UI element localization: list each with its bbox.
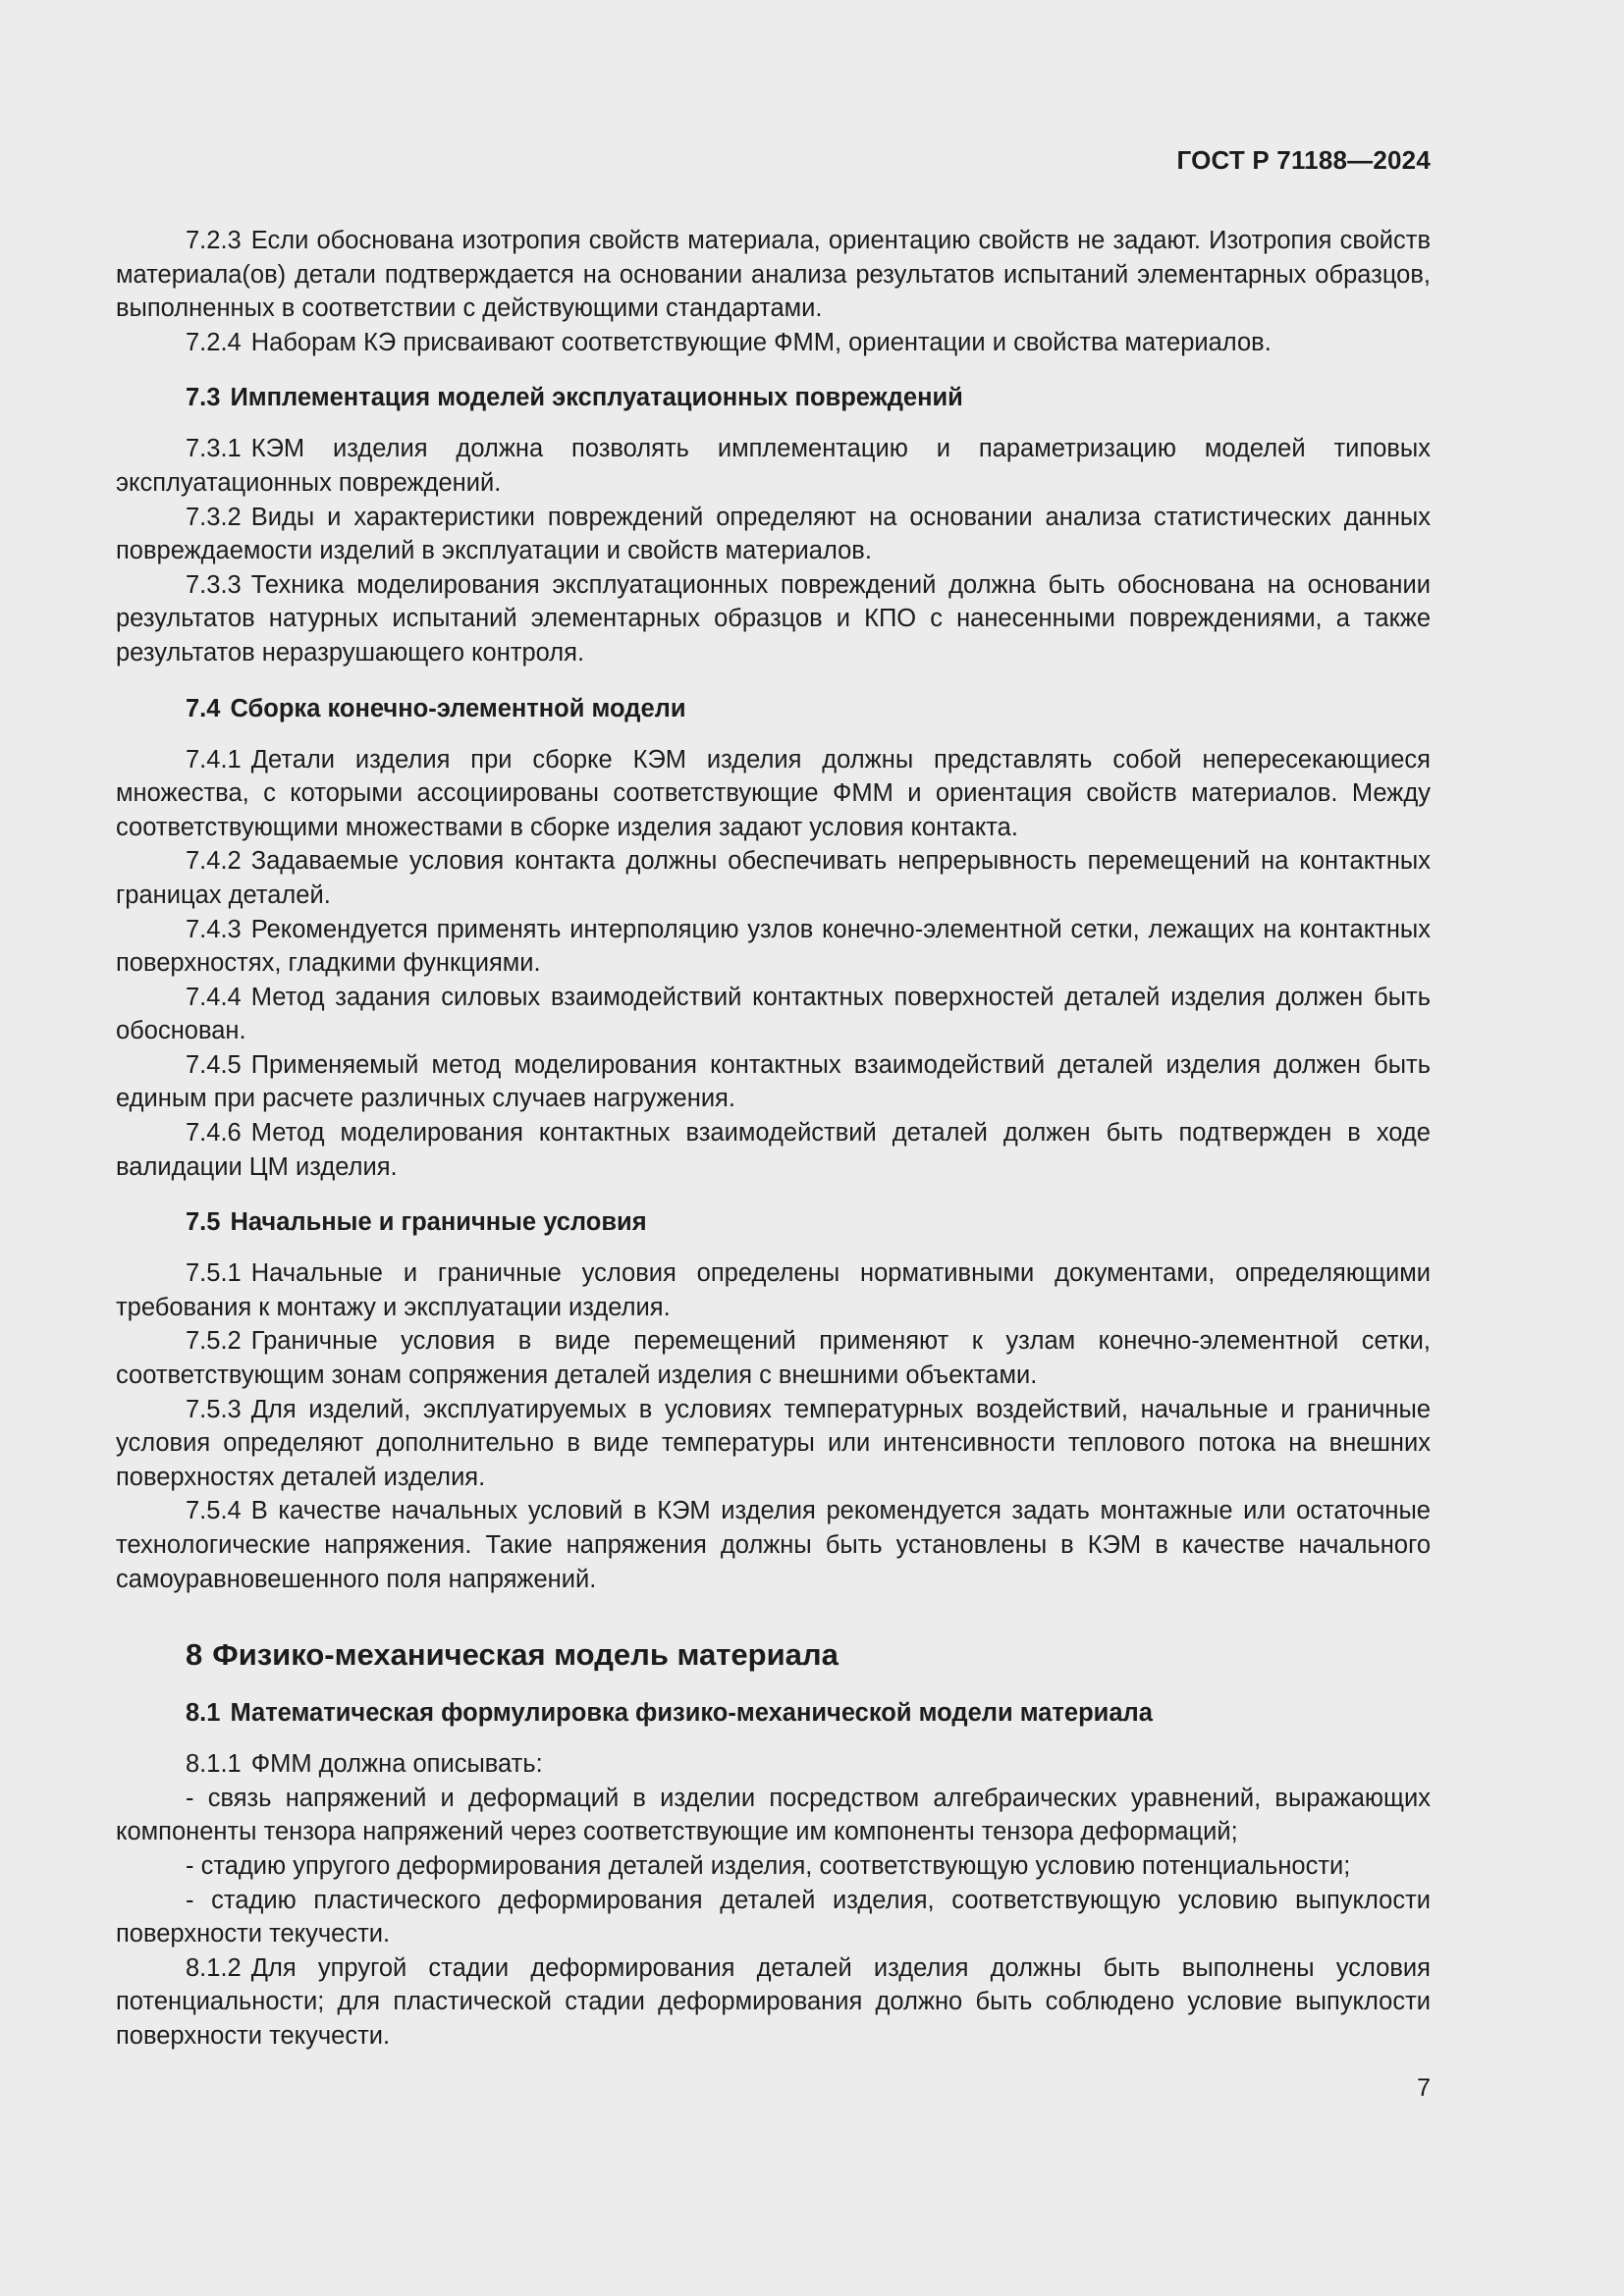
- numbered-paragraph: [116, 743, 1431, 845]
- clause-text: Начальные и граничные условия: [230, 1208, 647, 1237]
- section-heading: [116, 1635, 1431, 1675]
- subsection-heading: [116, 1205, 1431, 1239]
- clause-text: Начальные и граничные условия определены нормативными документами, определяющими требования к монтажу и эксплуатации изделия.: [116, 1259, 1431, 1321]
- clause-text: Виды и характеристики повреждений определяют на основании анализа статистических данных повреждаемости изделий в эксплуатации и свойств материалов.: [116, 503, 1431, 565]
- clause-text: Задаваемые условия контакта должны обеспечивать непрерывность перемещений на контактных границах деталей.: [116, 847, 1431, 909]
- numbered-paragraph: [116, 913, 1431, 981]
- clause-text: Математическая формулировка физико-механической модели материала: [230, 1699, 1153, 1728]
- numbered-paragraph: [116, 1494, 1431, 1596]
- clause-number: 8.1.2: [186, 1953, 242, 1982]
- clause-number: 7.3.2: [186, 503, 242, 531]
- numbered-paragraph: [116, 224, 1431, 326]
- clause-text: Метод моделирования контактных взаимодействий деталей должен быть подтвержден в ходе валидации ЦМ изделия.: [116, 1119, 1431, 1181]
- list-item: [116, 1849, 1431, 1884]
- clause-number: 8.1: [186, 1699, 221, 1728]
- clause-text: Для изделий, эксплуатируемых в условиях температурных воздействий, начальные и граничные условия определяют дополнительно в виде температуры или интенсивности теплового потока на внешних поверхностях деталей изделия.: [116, 1395, 1431, 1491]
- clause-text: Техника моделирования эксплуатационных повреждений должна быть обоснована на основании результатов натурных испытаний элементарных образцов и КПО с нанесенными повреждениями, а также результатов неразрушающего контроля.: [116, 570, 1431, 667]
- clause-number: 7.4.1: [186, 745, 242, 774]
- clause-number: 7.4.2: [186, 847, 242, 876]
- clause-text: Если обоснована изотропия свойств материала, ориентацию свойств не задают. Изотропия свойств материала(ов) детали подтверждается на основании анализа результатов испытаний элементарных образцов, выполненных в соответствии с действующими стандартами.: [116, 227, 1431, 323]
- clause-text: - стадию упругого деформирования деталей изделия, соответствующую условию потенциальности;: [186, 1851, 1351, 1880]
- clause-number: 7.5.3: [186, 1395, 242, 1423]
- numbered-paragraph: [116, 1747, 1431, 1782]
- document-page: [116, 0, 1431, 2296]
- subsection-heading: [116, 381, 1431, 414]
- clause-number: 7.4.5: [186, 1050, 242, 1079]
- list-item: [116, 1884, 1431, 1951]
- clause-text: Метод задания силовых взаимодействий контактных поверхностей деталей изделия должен быть обоснован.: [116, 983, 1431, 1045]
- clause-text: - стадию пластического деформирования деталей изделия, соответствующую условию выпуклости поверхности текучести.: [116, 1886, 1431, 1949]
- clause-text: Имплементация моделей эксплуатационных повреждений: [230, 384, 963, 412]
- list-item: [116, 1782, 1431, 1849]
- clause-number: 8: [186, 1637, 203, 1673]
- numbered-paragraph: [116, 1048, 1431, 1116]
- clause-number: 7.4.6: [186, 1119, 242, 1148]
- numbered-paragraph: [116, 501, 1431, 568]
- clause-number: 7.3.1: [186, 435, 242, 463]
- subsection-heading: [116, 692, 1431, 725]
- numbered-paragraph: [116, 326, 1431, 360]
- clause-text: - связь напряжений и деформаций в изделии посредством алгебраических уравнений, выражающих компоненты тензора напряжений через соответствующие им компоненты тензора деформаций;: [116, 1784, 1431, 1846]
- clause-text: Наборам КЭ присваивают соответствующие ФММ, ориентации и свойства материалов.: [250, 328, 1272, 356]
- numbered-paragraph: [116, 844, 1431, 912]
- clause-number: 7.5.1: [186, 1259, 242, 1288]
- clause-number: 7.5: [186, 1208, 221, 1237]
- clause-number: 7.2.3: [186, 227, 242, 254]
- clause-text: Применяемый метод моделирования контактных взаимодействий деталей изделия должен быть единым при расчете различных случаев нагружения.: [116, 1050, 1431, 1113]
- page-number: 7: [1417, 2074, 1431, 2102]
- clause-text: ФММ должна описывать:: [250, 1750, 543, 1779]
- clause-text: Сборка конечно-элементной модели: [230, 694, 686, 722]
- clause-number: 7.3: [186, 384, 221, 412]
- clause-text: Для упругой стадии деформирования деталей изделия должны быть выполнены условия потенциальности; для пластической стадии деформирования должно быть соблюдено условие выпуклости поверхности текучести.: [116, 1953, 1431, 2050]
- clause-text: Граничные условия в виде перемещений применяют к узлам конечно-элементной сетки, соответствующим зонам сопряжения деталей изделия с внешними объектами.: [116, 1327, 1431, 1390]
- clause-number: 7.4: [186, 694, 221, 722]
- clause-text: Физико-механическая модель материала: [212, 1637, 839, 1673]
- clause-text: Детали изделия при сборке КЭМ изделия должны представлять собой непересекающиеся множества, с которыми ассоциированы соответствующие ФММ и ориентация свойств материалов. Между соответствующими множествами в сборке изделия задают условия контакта.: [116, 745, 1431, 841]
- clause-number: 8.1.1: [186, 1750, 242, 1779]
- clause-text: КЭМ изделия должна позволять имплементацию и параметризацию моделей типовых эксплуатационных повреждений.: [116, 435, 1431, 497]
- numbered-paragraph: [116, 568, 1431, 670]
- numbered-paragraph: [116, 1324, 1431, 1392]
- clause-number: 7.4.4: [186, 983, 242, 1011]
- numbered-paragraph: [116, 1393, 1431, 1495]
- numbered-paragraph: [116, 1951, 1431, 2054]
- numbered-paragraph: [116, 1116, 1431, 1184]
- clause-number: 7.2.4: [186, 328, 242, 356]
- document-body: [116, 224, 1431, 2054]
- clause-number: 7.5.2: [186, 1327, 242, 1356]
- clause-number: 7.3.3: [186, 570, 242, 599]
- numbered-paragraph: [116, 432, 1431, 500]
- subsection-heading: [116, 1696, 1431, 1730]
- clause-number: 7.5.4: [186, 1497, 242, 1525]
- clause-number: 7.4.3: [186, 915, 242, 943]
- document-code-header: ГОСТ Р 71188—2024: [1176, 145, 1431, 175]
- clause-text: Рекомендуется применять интерполяцию узлов конечно-элементной сетки, лежащих на контактных поверхностях, гладкими функциями.: [116, 915, 1431, 978]
- clause-text: В качестве начальных условий в КЭМ изделия рекомендуется задать монтажные или остаточные технологические напряжения. Такие напряжения должны быть установлены в КЭМ в качестве начального самоуравновешенного поля напряжений.: [116, 1497, 1431, 1593]
- numbered-paragraph: [116, 1256, 1431, 1324]
- numbered-paragraph: [116, 981, 1431, 1048]
